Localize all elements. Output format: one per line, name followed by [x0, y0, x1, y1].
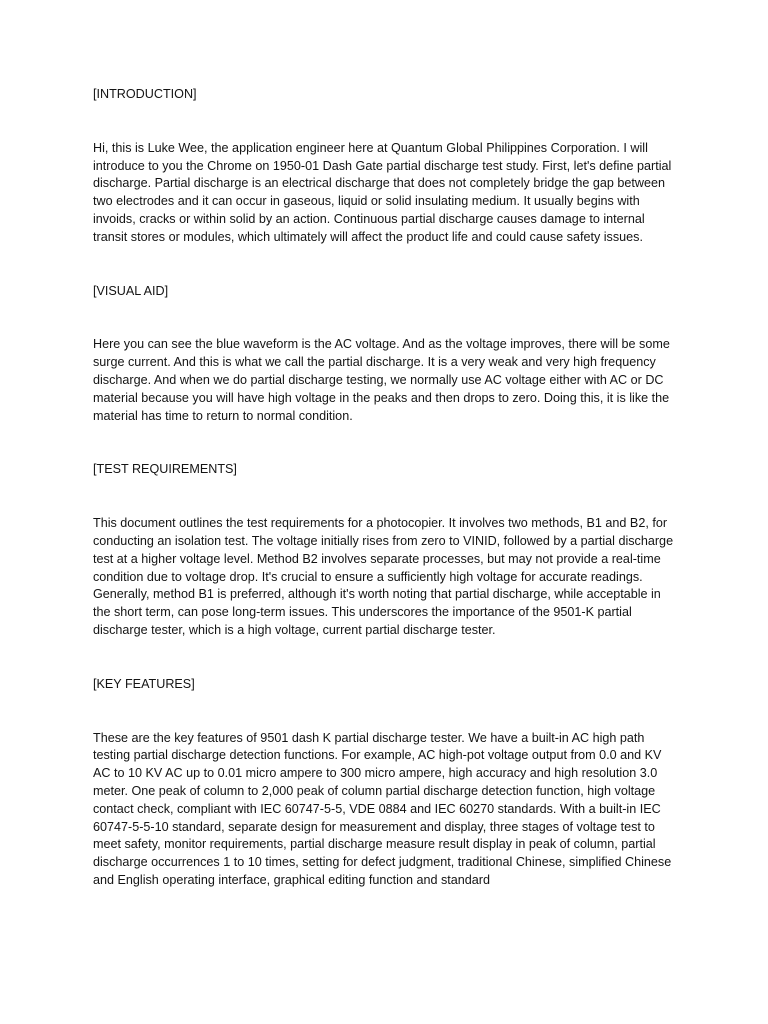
section-heading-key-features: [KEY FEATURES] [93, 676, 195, 691]
section-heading-introduction: [INTRODUCTION] [93, 87, 197, 101]
section-heading-test-requirements: [TEST REQUIREMENTS] [93, 462, 237, 477]
section-body-test-requirements: This document outlines the test requirements for a photocopier. It involves two methods, B1 and B2, for conducting an isolation test. The voltage initially rises from zero to VINID, followed by a partial discharge test at a higher voltage level. Method B2 involves separate processes, but may not provide a real-time condition due to voltage drop. It's crucial to ensure a sufficiently high voltage for accurate readings. Generally, method B1 is preferred, although it's worth noting that partial discharge, while acceptable in the short term, can pose long-term issues. This underscores the importance of the 9501-K partial discharge tester, which is a high voltage, current partial discharge tester. [93, 516, 674, 637]
section-body-visual-aid: Here you can see the blue waveform is the AC voltage. And as the voltage improves, there will be some surge current. And this is what we call the partial discharge. It is a very weak and very high frequency discharge. And when we do partial discharge testing, we normally use AC voltage either with AC or DC material because you will have high voltage in the peaks and then drops to zero. Doing this, it is like the material has time to return to normal condition. [93, 337, 670, 423]
section-body-introduction: Hi, this is Luke Wee, the application engineer here at Quantum Global Philippines Corporation. I will introduce to you the Chrome on 1950-01 Dash Gate partial discharge test study. First, let's define partial discharge. Partial discharge is an electrical discharge that does not completely bridge the gap between two electrodes and it can occur in gaseous, liquid or solid insulating medium. It usually begins with invoids, cracks or within solid by an action. Continuous partial discharge causes damage to internal transit stores or modules, which ultimately will affect the product life and could cause safety issues. [93, 140, 672, 244]
spacer [93, 247, 679, 283]
section-heading-visual-aid: [VISUAL AID] [93, 283, 169, 298]
spacer [93, 694, 679, 730]
spacer [93, 479, 679, 515]
spacer [93, 425, 679, 461]
document-body [93, 86, 679, 890]
section-body-key-features: These are the key features of 9501 dash K partial discharge tester. We have a built-in AC high path testing partial discharge detection functions. For example, AC high-pot voltage output from 0.0 and KV AC to 10 KV AC up to 0.01 micro ampere to 300 micro ampere, high accuracy and high resolution 3.0 meter. One peak of column to 2,000 peak of column partial discharge detection function, high voltage contact check, compliant with IEC 60747-5-5, VDE 0884 and IEC 60270 standards. With a built-in IEC 60747-5-5-10 standard, separate design for measurement and display, three stages of voltage test to meet safety, monitor requirements, partial discharge measure result display in peak of column, partial discharge occurrences 1 to 10 times, setting for defect judgment, traditional Chinese, simplified Chinese and English operating interface, graphical editing function and standard [93, 730, 672, 887]
spacer [93, 104, 679, 140]
spacer [93, 300, 679, 336]
spacer [93, 640, 679, 676]
